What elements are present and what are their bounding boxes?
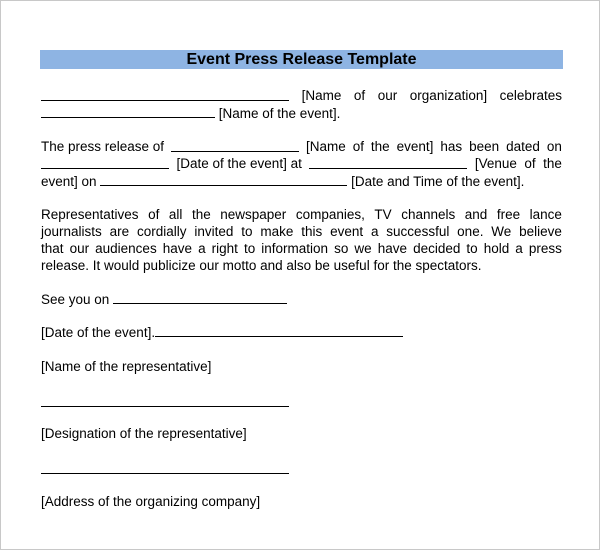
release-line-1: The press release of [Name of the event] has been dated on <box>41 139 562 154</box>
invite-line-1: Representatives of all the newspaper companies, TV channels and free lance <box>41 207 562 222</box>
address-label: [Address of the organizing company] <box>41 494 261 509</box>
release-line-3: event] on [Date and Time of the event]. <box>41 174 525 189</box>
date-line: [Date of the event]. <box>41 323 403 341</box>
rep-name-label: [Name of the representative] <box>41 359 212 374</box>
see-you-line: See you on <box>41 290 287 308</box>
document-title: Event Press Release Template <box>40 50 563 69</box>
invite-line-2: journalists are cordially invited to make this event a successful one. We believe <box>41 224 562 239</box>
intro-line-2: [Name of the event]. <box>41 104 340 122</box>
invite-line-3: that our audiences have a right to information so we have decided to hold a press <box>41 241 562 256</box>
rep-name-blank <box>41 406 289 407</box>
see-you-date-blank <box>113 290 287 304</box>
rep-designation-blank <box>41 473 289 474</box>
venue-blank <box>309 155 467 169</box>
release-event-blank <box>171 138 299 152</box>
org-name-blank <box>41 87 289 101</box>
rep-designation-label: [Designation of the representative] <box>41 426 247 441</box>
release-line-2: [Date of the event] at [Venue of the <box>41 155 562 172</box>
event-name-blank <box>41 104 215 118</box>
date-time-blank <box>100 172 347 186</box>
release-date-blank <box>41 155 169 169</box>
date-blank <box>155 323 403 337</box>
invite-line-4: release. It would publicize our motto and also be useful for the spectators. <box>41 258 482 273</box>
intro-line-1: [Name of our organization] celebrates <box>41 87 562 104</box>
